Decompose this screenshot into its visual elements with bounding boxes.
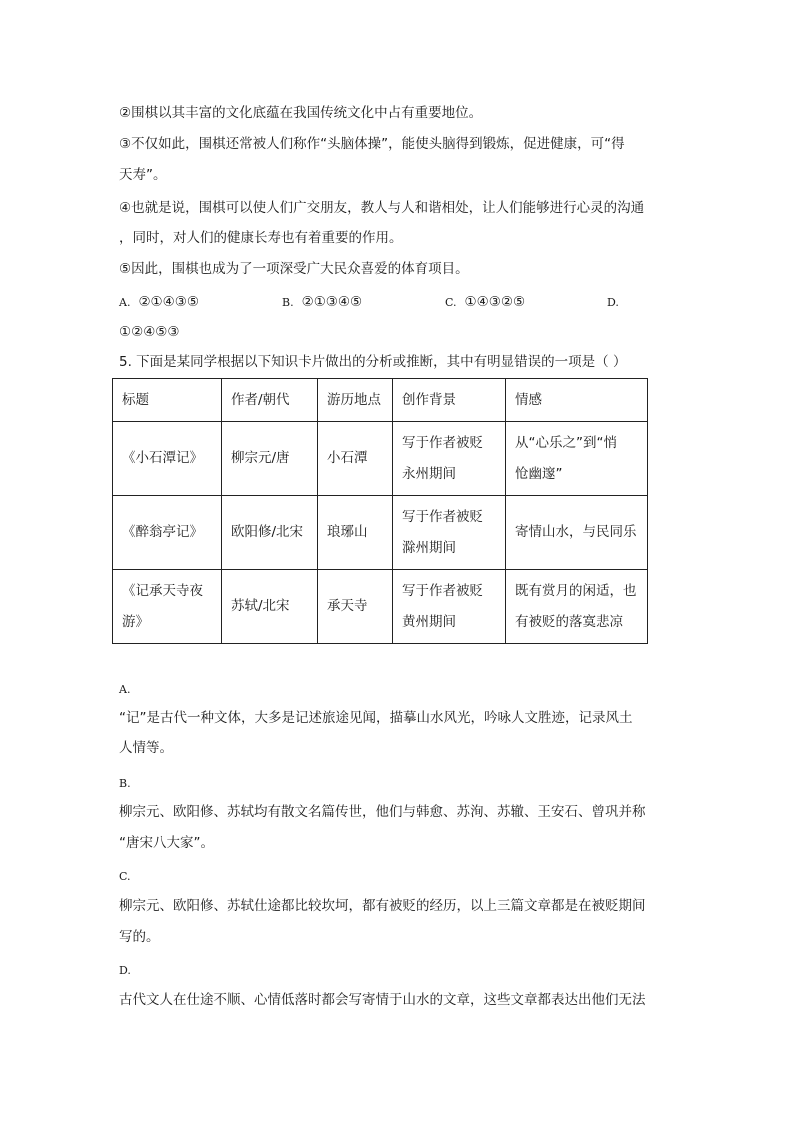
cell-background: 写于作者被贬 永州期间 [393,422,506,496]
q4-option-a[interactable]: A. ②①④③⑤ [119,294,199,310]
header-place: 游历地点 [318,379,393,422]
sentence-4: ④也就是说，围棋可以使人们广交朋友，教人与人和谐相处，让人们能够进行心灵的沟通 [119,200,645,216]
header-emotion: 情感 [506,379,648,422]
cell-place: 承天寺 [318,570,393,644]
cell-place: 小石潭 [318,422,393,496]
q4-options [119,292,679,312]
q5-option-b-text-cont[interactable]: “唐宋八大家”。 [119,835,214,851]
table-row [113,422,648,496]
cell-emotion: 寄情山水，与民同乐 [506,496,648,570]
q5-option-c-label[interactable]: C. [119,870,131,883]
cell-emotion: 既有赏月的闲适，也 有被贬的落寞悲凉 [506,570,648,644]
q4-option-c[interactable]: C. ①④③②⑤ [445,294,526,310]
q5-option-c-text-cont[interactable]: 写的。 [119,929,160,945]
sentence-4-cont: ，同时，对人们的健康长寿也有着重要的作用。 [119,230,403,246]
cell-title: 《记承天寺夜 游》 [113,570,222,644]
q5-option-a-text-cont[interactable]: 人情等。 [119,740,173,756]
q5-option-b-label[interactable]: B. [119,777,131,790]
cell-background: 写于作者被贬 黄州期间 [393,570,506,644]
cell-author: 苏轼/北宋 [222,570,318,644]
table-row [113,570,648,644]
q5-stem: 5. 下面是某同学根据以下知识卡片做出的分析或推断，其中有明显错误的一项是（ ） [119,354,627,370]
sentence-5: ⑤因此，围棋也成为了一项深受广大民众喜爱的体育项目。 [119,261,469,277]
sentence-3-cont: 天寿”。 [119,167,167,183]
header-author: 作者/朝代 [222,379,318,422]
q4-option-d-text[interactable]: ①②④⑤③ [119,324,180,340]
q5-option-b-text[interactable]: 柳宗元、欧阳修、苏轼均有散文名篇传世，他们与韩愈、苏洵、苏辙、王安石、曾巩并称 [119,804,646,820]
q5-option-a-text[interactable]: “记”是古代一种文体，大多是记述旅途见闻，描摹山水风光，吟咏人文胜迹，记录风土 [119,710,633,726]
cell-title: 《醉翁亭记》 [113,496,222,570]
q4-option-b[interactable]: B. ②①③④⑤ [282,294,363,310]
sentence-2: ②围棋以其丰富的文化底蕴在我国传统文化中占有重要地位。 [119,105,483,121]
cell-author: 欧阳修/北宋 [222,496,318,570]
q4-option-d-label[interactable]: D. [607,296,619,309]
header-background: 创作背景 [393,379,506,422]
header-title: 标题 [113,379,222,422]
q5-option-a-label[interactable]: A. [119,683,131,696]
q5-option-d-text[interactable]: 古代文人在仕途不顺、心情低落时都会写寄情于山水的文章，这些文章都表达出他们无法 [119,992,646,1008]
cell-title: 《小石潭记》 [113,422,222,496]
cell-place: 琅琊山 [318,496,393,570]
table-row [113,496,648,570]
cell-background: 写于作者被贬 滁州期间 [393,496,506,570]
cell-emotion: 从“心乐之”到“悄 怆幽邃” [506,422,648,496]
q5-option-d-label[interactable]: D. [119,964,131,977]
sentence-3: ③不仅如此，围棋还常被人们称作“头脑体操”，能使头脑得到锻炼，促进健康，可“得 [119,136,625,152]
table-header-row [113,379,648,422]
q5-option-c-text[interactable]: 柳宗元、欧阳修、苏轼仕途都比较坎坷，都有被贬的经历，以上三篇文章都是在被贬期间 [119,898,646,914]
knowledge-card-table [112,378,648,644]
cell-author: 柳宗元/唐 [222,422,318,496]
